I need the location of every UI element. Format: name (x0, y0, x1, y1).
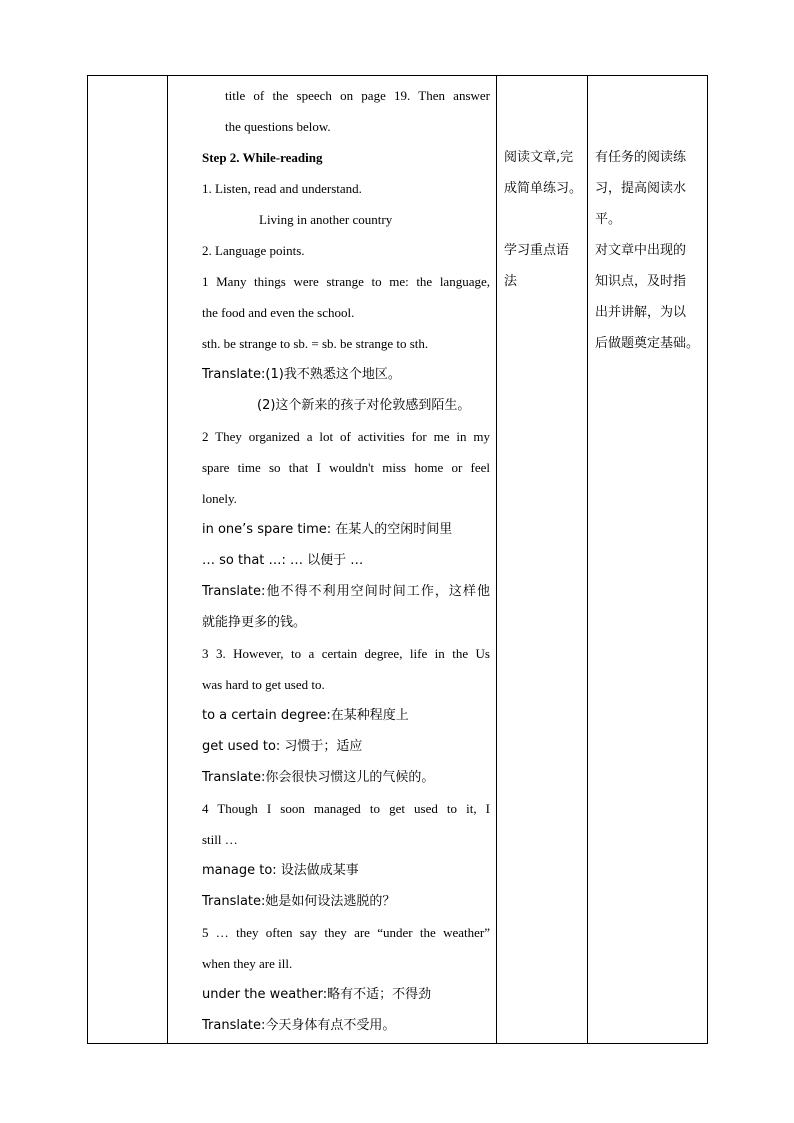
text-line: 2 They organized a lot of activities for me in my (202, 429, 490, 444)
text-line: Translate:他不得不利用空间时间工作，这样他 (202, 584, 490, 599)
text-line: in one’s spare time: 在某人的空闲时间里 (202, 522, 453, 537)
purpose-text: 对文章中出现的 (595, 243, 687, 258)
activity-text: 阅读文章,完 (504, 150, 574, 165)
text-line: 就能挣更多的钱。 (202, 615, 307, 630)
text-line: when they are ill. (202, 956, 293, 971)
text-line: get used to: 习惯于；适应 (202, 739, 363, 754)
text-line: to a certain degree:在某种程度上 (202, 708, 409, 723)
text-line: 3 3. However, to a certain degree, life in the Us (202, 646, 490, 661)
text-line: lonely. (202, 491, 237, 506)
text-line: was hard to get used to. (202, 677, 325, 692)
text-line: Living in another country (259, 212, 393, 227)
purpose-text: 出并讲解，为以 (595, 305, 687, 320)
text-line: still … (202, 832, 238, 847)
text-line: 2. Language points. (202, 243, 305, 258)
text-line: the food and even the school. (202, 305, 355, 320)
text-line: Translate:今天身体有点不受用。 (202, 1018, 396, 1033)
activity-text: 学习重点语 (504, 243, 570, 258)
text-line: title of the speech on page 19. Then answer (225, 88, 490, 103)
activity-text: 法 (504, 274, 518, 289)
text-line: spare time so that I wouldn't miss home or feel (202, 460, 490, 475)
text-line: (2)这个新来的孩子对伦敦感到陌生。 (257, 398, 471, 413)
text-line: the questions below. (225, 119, 331, 134)
text-line: … so that …: … 以便于 … (202, 553, 364, 568)
text-line: 1 Many things were strange to me: the language, (202, 274, 490, 289)
student-activity-cell (497, 76, 588, 1044)
text-line: 4 Though I soon managed to get used to it, I (202, 801, 490, 816)
lesson-plan-table (87, 75, 708, 1044)
text-line: sth. be strange to sb. = sb. be strange to sth. (202, 336, 429, 351)
table-row (88, 76, 708, 1044)
text-line: 5 … they often say they are “under the weather” (202, 925, 490, 940)
purpose-text: 后做题奠定基础。 (595, 336, 700, 351)
text-line: Translate:她是如何设法逃脱的？ (202, 894, 396, 909)
design-purpose-cell (588, 76, 708, 1044)
purpose-text: 知识点，及时指 (595, 274, 687, 289)
text-line: manage to: 设法做成某事 (202, 863, 359, 878)
purpose-text: 习，提高阅读水 (595, 181, 687, 196)
text-line: 1. Listen, read and understand. (202, 181, 362, 196)
text-line: under the weather:略有不适；不得劲 (202, 987, 432, 1002)
teaching-content-cell (168, 76, 497, 1044)
text-line: Translate:(1)我不熟悉这个地区。 (202, 367, 401, 382)
empty-left-cell (88, 76, 168, 1044)
activity-text: 成简单练习。 (504, 181, 583, 196)
text-line: Translate:你会很快习惯这儿的气候的。 (202, 770, 435, 785)
step-heading: Step 2. While-reading (202, 150, 323, 165)
purpose-text: 平。 (595, 212, 622, 227)
purpose-text: 有任务的阅读练 (595, 150, 687, 165)
